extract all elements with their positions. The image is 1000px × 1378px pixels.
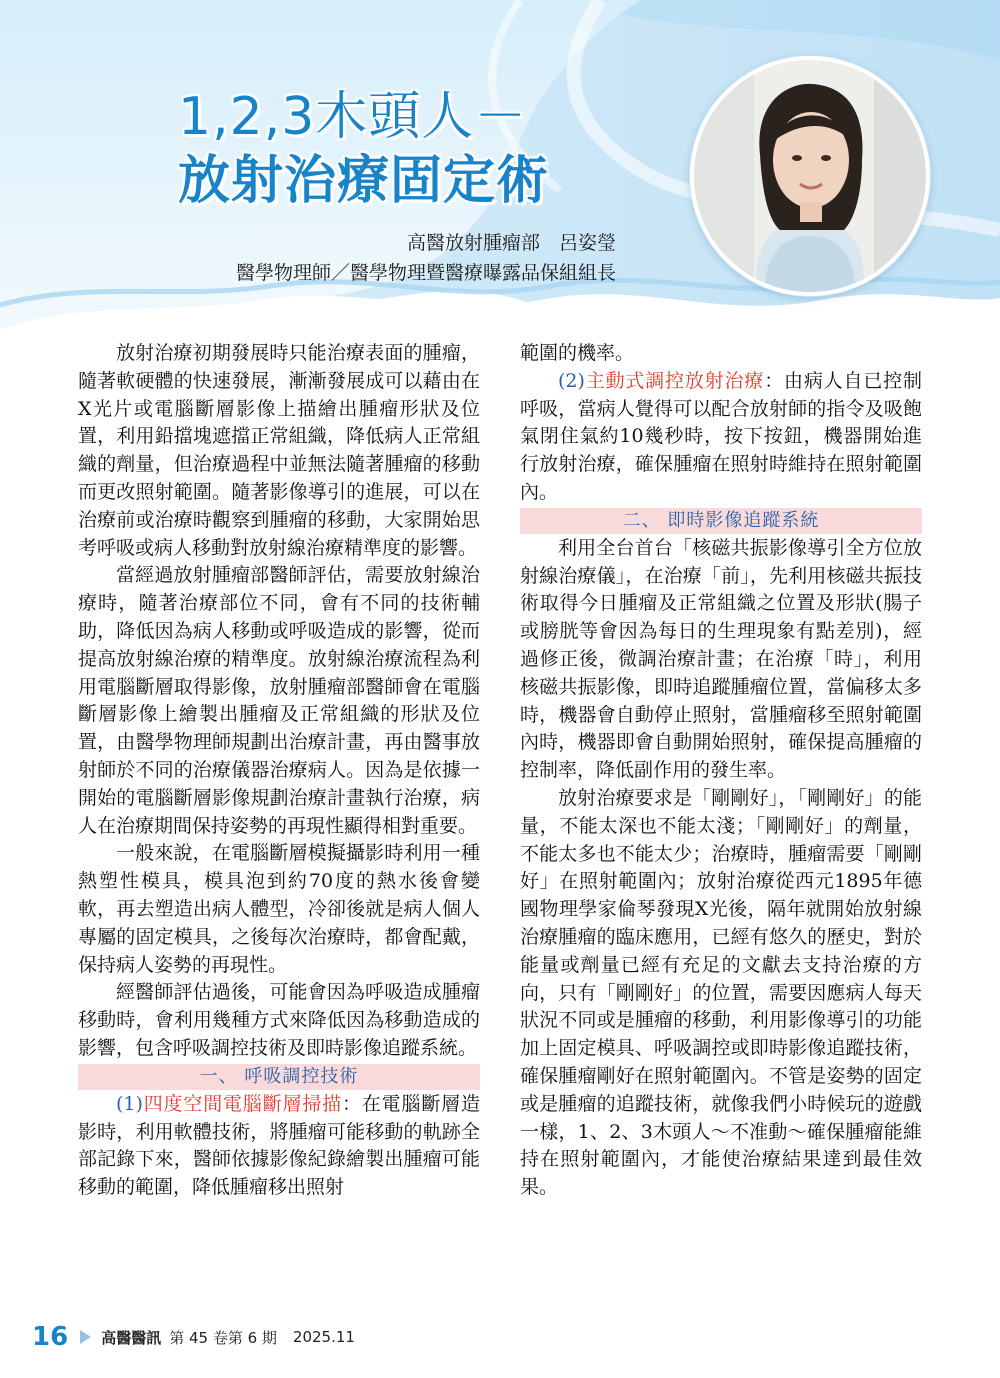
article-title-line1: 1,2,3木頭人－ (178, 87, 528, 147)
author-name: 高醫放射腫瘤部 呂姿瑩 (406, 232, 616, 254)
item-text: ：在電腦斷層造影時，利用軟體技術，將腫瘤可能移動的軌跡全部記錄下來，醫師依據影像紀錄繪製出腫瘤可能移動的範圍，降低腫瘤移出照射 (78, 1092, 480, 1199)
left-column (78, 340, 480, 1202)
section-heading-breath-control: 一、 呼吸調控技術 (78, 1064, 480, 1090)
right-column (520, 340, 922, 1202)
item-title: 四度空間電腦斷層掃描 (142, 1092, 343, 1115)
item-number: (1) (116, 1092, 143, 1115)
list-item-active-breathing (520, 368, 922, 507)
author-title: 醫學物理師／醫學物理暨醫療曝露品保組組長 (235, 262, 616, 284)
item-number: (2) (558, 369, 585, 392)
author-portrait (690, 56, 930, 296)
portrait-illustration (694, 60, 926, 292)
paragraph: 放射治療初期發展時只能治療表面的腫瘤，隨著軟硬體的快速發展，漸漸發展成可以藉由在X光片或電腦斷層影像上描繪出腫瘤形狀及位置，利用鉛擋塊遮擋正常組織，降低病人正常組織的劑量，但治療過程中並無法隨著腫瘤的移動而更改照射範圍。隨著影像導引的進展，可以在治療前或治療時觀察到腫瘤的移動，大家開始思考呼吸或病人移動對放射線治療精準度的影響。 (78, 342, 480, 559)
issue-date: 2025.11 (292, 1328, 355, 1346)
journal-name: 高醫醫訊 (101, 1328, 162, 1347)
paragraph: 經醫師評估過後，可能會因為呼吸造成腫瘤移動時，會利用幾種方式來降低因為移動造成的影響，包含呼吸調控技術及即時影像追蹤系統。 (78, 981, 480, 1059)
paragraph: 當經過放射腫瘤部醫師評估，需要放射線治療時，隨著治療部位不同，會有不同的技術輔助，降低因為病人移動或呼吸造成的影響，從而提高放射線治療的精準度。放射線治療流程為利用電腦斷層取得影像，放射腫瘤部醫師會在電腦斷層影像上繪製出腫瘤及正常組織的形狀及位置，由醫學物理師規劃出治療計畫，再由醫事放射師於不同的治療儀器治療病人。因為是依據一開始的電腦斷層影像規劃治療計畫執行治療，病人在治療期間保持姿勢的再現性顯得相對重要。 (78, 564, 480, 837)
page-footer (32, 1322, 355, 1352)
page-number: 16 (32, 1322, 69, 1352)
item-title: 主動式調控放射治療 (584, 369, 765, 392)
section-heading-realtime-tracking: 二、 即時影像追蹤系統 (520, 508, 922, 534)
paragraph: 一般來說，在電腦斷層模擬攝影時利用一種熱塑性模具，模具泡到約70度的熱水後會變軟，再去塑造出病人體型，冷卻後就是病人個人專屬的固定模具，之後每次治療時，都會配戴，保持病人姿勢的再現性。 (78, 842, 480, 976)
article-title-line2: 放射治療固定術 (178, 151, 550, 211)
list-item-4d-ct (78, 1091, 480, 1202)
triangle-arrow-icon (80, 1330, 91, 1344)
item-text: ：由病人自已控制呼吸，當病人覺得可以配合放射師的指令及吸飽氣閉住氣約10幾秒時，按下按鈕，機器開始進行放射治療，確保腫瘤在照射時維持在照射範圍內。 (520, 369, 922, 503)
paragraph: 放射治療要求是「剛剛好」，「剛剛好」的能量，不能太深也不能太淺；「剛剛好」的劑量，不能太多也不能太少；治療時，腫瘤需要「剛剛好」在照射範圍內；放射治療從西元1895年德國物理學家倫琴發現X光後，隔年就開始放射線治療腫瘤的臨床應用，已經有悠久的歷史，對於能量或劑量已經有充足的文獻去支持治療的方向，只有「剛剛好」的位置，需要因應病人每天狀況不同或是腫瘤的移動，利用影像導引的功能加上固定模具、呼吸調控或即時影像追蹤技術，確保腫瘤剛好在照射範圍內。不管是姿勢的固定或是腫瘤的追蹤技術，就像我們小時候玩的遊戲一樣，1、2、3木頭人～不准動～確保腫瘤能維持在照射範圍內，才能使治療結果達到最佳效果。 (520, 786, 922, 1199)
paragraph-continuation: 範圍的機率。 (520, 342, 635, 364)
issue-number: 第 45 卷第 6 期 (169, 1328, 277, 1347)
paragraph: 利用全台首台「核磁共振影像導引全方位放射線治療儀」，在治療「前」，先利用核磁共振技術取得今日腫瘤及正常組織之位置及形狀(腸子或膀胱等會因為每日的生理現象有點差別)，經過修正後，微調治療計畫；在治療「時」，利用核磁共振影像，即時追蹤腫瘤位置，當偏移太多時，機器會自動停止照射，當腫瘤移至照射範圍內時，機器即會自動開始照射，確保提高腫瘤的控制率，降低副作用的發生率。 (520, 536, 922, 782)
